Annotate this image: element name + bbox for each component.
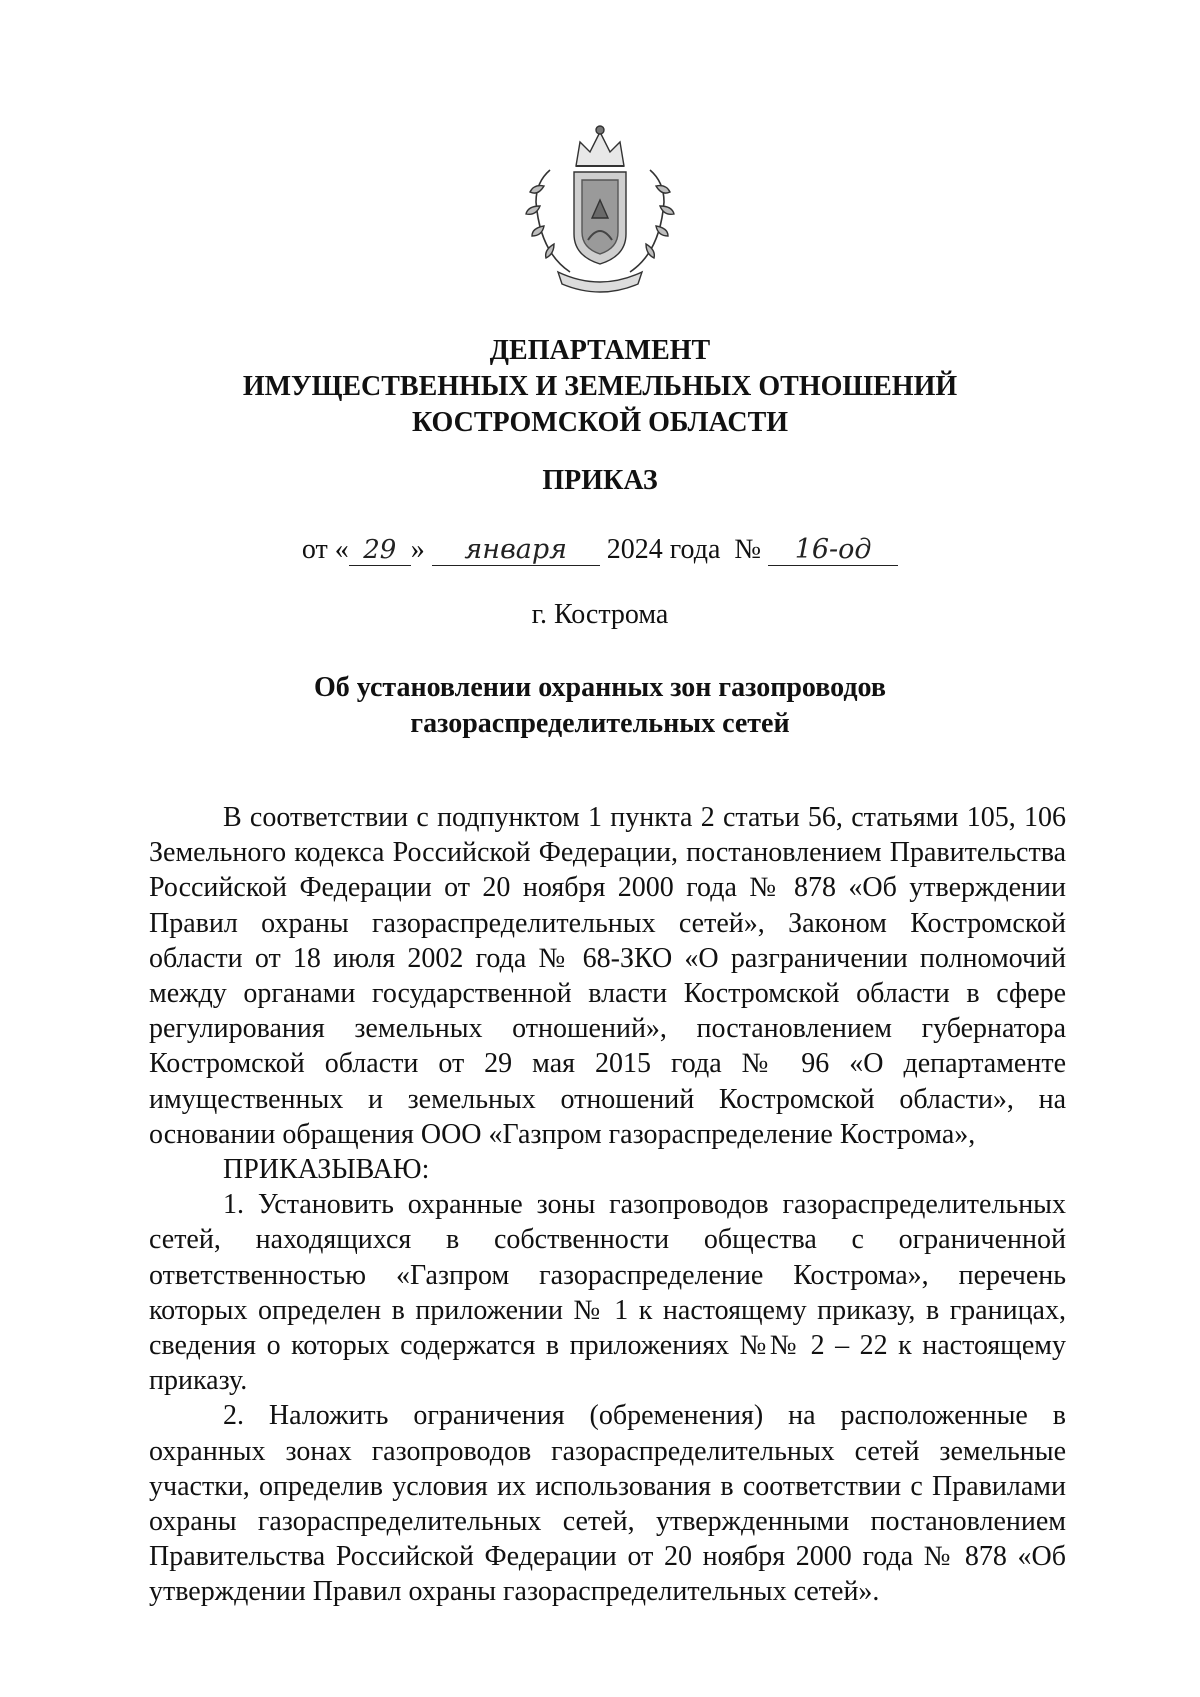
handwritten-month: января	[432, 535, 600, 566]
subject-line-2: газораспределительных сетей	[410, 708, 790, 739]
city-name: г. Кострома	[531, 599, 669, 630]
preamble-paragraph: В соответствии с подпунктом 1 пункта 2 статьи 56, статьями 105, 106 Земельного кодекса Российской Федерации, постановлением Правительства Российской Федерации от 20 ноября 2000 года № 878 «Об утверждении Правил охраны газораспределительных сетей», Законом Костромской области от 18 июля 2002 года № 68-ЗКО «О разграничении полномочий между органами государственной власти Костромской области в сфере регулирования земельных отношений», постановлением губернатора Костромской области от 29 мая 2015 года № 96 «О департаменте имущественных и земельных отношений Костромской области», на основании обращения ООО «Газпром газораспределение Кострома»,	[149, 802, 1066, 1150]
subject-line-1: Об установлении охранных зон газопроводов	[314, 672, 886, 703]
date-prefix: от «	[301, 534, 349, 565]
department-name	[0, 333, 1200, 441]
date-quote-close: »	[410, 534, 425, 565]
department-line-1: ДЕПАРТАМЕНТ	[489, 335, 711, 366]
date-number-line	[0, 532, 1200, 568]
decree-word: ПРИКАЗЫВАЮ:	[223, 1154, 430, 1186]
department-line-3: КОСТРОМСКОЙ ОБЛАСТИ	[411, 407, 789, 438]
order-subject	[0, 670, 1200, 742]
order-item-1: 1. Установить охранные зоны газопроводов газораспределительных сетей, находящихся в собственности общества с ограниченной ответственностью «Газпром газораспределение Кострома», перечень которых определен в приложении № 1 к настоящему приказу, в границах, сведения о которых содержатся в приложениях №№ 2 – 22 к настоящему приказу.	[149, 1189, 1066, 1397]
date-year: 2024 года	[606, 534, 721, 565]
number-sign: №	[734, 534, 762, 565]
document-type: ПРИКАЗ	[542, 465, 658, 496]
department-line-2: ИМУЩЕСТВЕННЫХ И ЗЕМЕЛЬНЫХ ОТНОШЕНИЙ	[242, 371, 958, 402]
order-body	[149, 800, 1066, 1610]
order-item-2: 2. Наложить ограничения (обременения) на расположенные в охранных зонах газопроводов газораспределительных сетей земельные участки, определив условия их использования в соответствии с Правилами охраны газораспределительных сетей, утвержденными постановлением Правительства Российской Федерации от 20 ноября 2000 года № 878 «Об утверждении Правил охраны газораспределительных сетей».	[149, 1400, 1066, 1608]
coat-of-arms-emblem	[510, 122, 690, 297]
handwritten-day: 29	[349, 535, 411, 566]
handwritten-order-number: 16-од	[768, 535, 898, 566]
